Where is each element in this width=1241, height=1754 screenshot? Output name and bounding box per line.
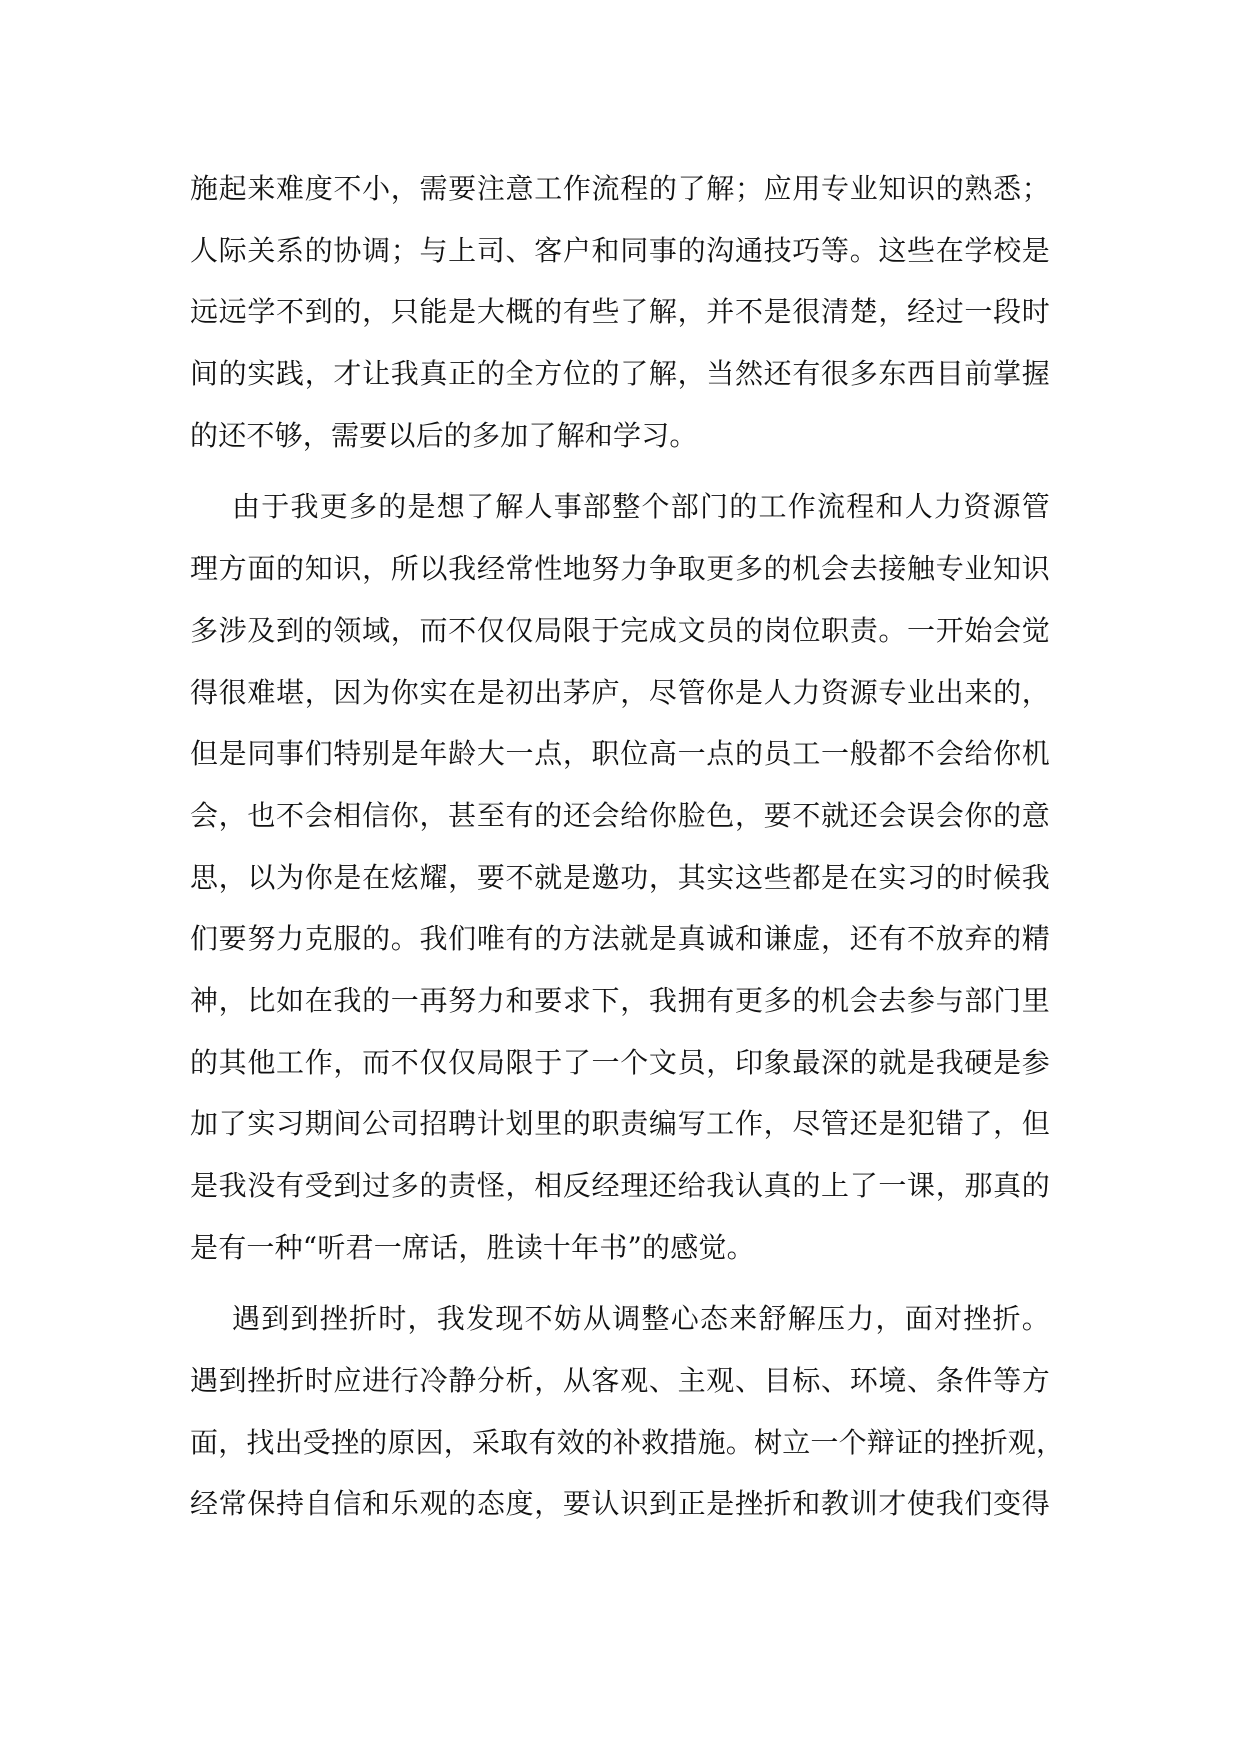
text-line: 遇到挫折时应进行冷静分析，从客观、主观、目标、环境、条件等方 [190, 1364, 1050, 1398]
text-line: 由于我更多的是想了解人事部整个部门的工作流程和人力资源管 [232, 490, 1050, 524]
text-line: 们要努力克服的。我们唯有的方法就是真诚和谦虚，还有不放弃的精 [190, 922, 1050, 956]
document-body [190, 158, 1065, 1535]
paragraph-1 [190, 158, 1050, 466]
text-line: 会，也不会相信你，甚至有的还会给你脸色，要不就还会误会你的意 [190, 798, 1050, 832]
text-line: 远远学不到的，只能是大概的有些了解，并不是很清楚，经过一段时 [190, 295, 1050, 329]
text-line: 的其他工作，而不仅仅局限于了一个文员，印象最深的就是我硬是参 [190, 1045, 1050, 1079]
text-line: 人际关系的协调；与上司、客户和同事的沟通技巧等。这些在学校是 [190, 233, 1050, 267]
text-line: 神，比如在我的一再努力和要求下，我拥有更多的机会去参与部门里 [190, 983, 1050, 1017]
text-line: 间的实践，才让我真正的全方位的了解，当然还有很多东西目前掌握 [190, 357, 1050, 391]
text-line: 加了实习期间公司招聘计划里的职责编写工作，尽管还是犯错了，但 [190, 1107, 1050, 1141]
paragraph-gap [190, 1278, 1050, 1288]
text-line: 是我没有受到过多的责怪，相反经理还给我认真的上了一课，那真的 [190, 1169, 1050, 1202]
text-line: 思，以为你是在炫耀，要不就是邀功，其实这些都是在实习的时候我 [190, 860, 1050, 894]
text-line: 理方面的知识，所以我经常性地努力争取更多的机会去接触专业知识 [190, 552, 1050, 586]
paragraph-3 [190, 1288, 1065, 1535]
text-line: 遇到到挫折时，我发现不妨从调整心态来舒解压力，面对挫折。 [232, 1302, 1050, 1336]
text-line: 经常保持自信和乐观的态度，要认识到正是挫折和教训才使我们变得 [190, 1487, 1050, 1521]
text-line: 但是同事们特别是年龄大一点，职位高一点的员工一般都不会给你机 [190, 737, 1050, 771]
text-line: 得很难堪，因为你实在是初出茅庐，尽管你是人力资源专业出来的， [190, 675, 1050, 709]
text-line: 多涉及到的领域，而不仅仅局限于完成文员的岗位职责。一开始会觉 [190, 613, 1050, 647]
text-line: 面，找出受挫的原因，采取有效的补救措施。树立一个辩证的挫折观， [190, 1425, 1065, 1459]
paragraph-2 [190, 476, 1050, 1278]
text-line: 的还不够，需要以后的多加了解和学习。 [190, 418, 698, 452]
paragraph-gap [190, 466, 1050, 476]
text-line: 是有一种“听君一席话，胜读十年书”的感觉。 [190, 1230, 755, 1264]
text-line: 施起来难度不小，需要注意工作流程的了解；应用专业知识的熟悉； [190, 172, 1050, 205]
